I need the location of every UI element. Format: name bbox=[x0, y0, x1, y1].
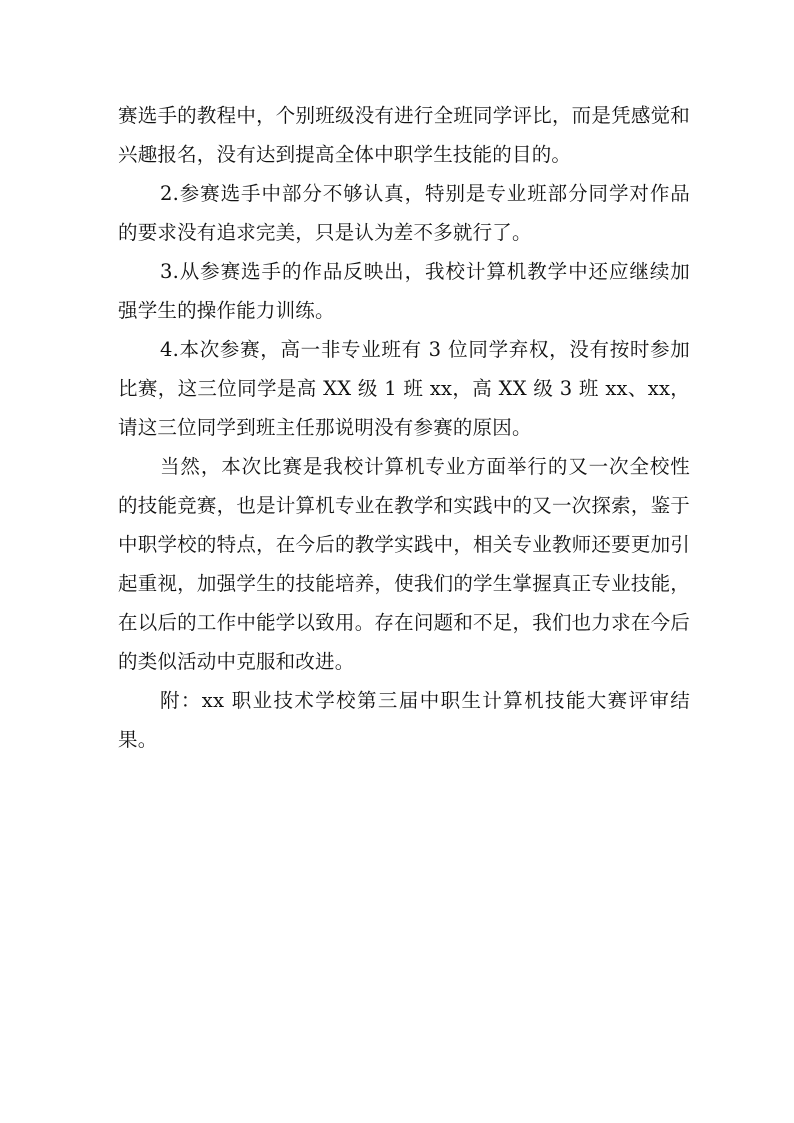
paragraph-conclusion: 当然，本次比赛是我校计算机专业方面举行的又一次全校性的技能竞赛，也是计算机专业在教学和实践中的又一次探索，鉴于中职学校的特点，在今后的教学实践中，相关专业教师还要更加引起重视，加强学生的技能培养，使我们的学生掌握真正专业技能，在以后的工作中能学以致用。存在问题和不足，我们也力求在今后的类似活动中克服和改进。 bbox=[118, 455, 690, 673]
paragraph-continuation: 赛选手的教程中，个别班级没有进行全班同学评比，而是凭感觉和兴趣报名，没有达到提高全体中职学生技能的目的。 bbox=[118, 104, 690, 166]
paragraph-item-2: 2.参赛选手中部分不够认真，特别是专业班部分同学对作品的要求没有追求完美，只是认为差不多就行了。 bbox=[118, 182, 690, 244]
paragraph-appendix-note: 附：xx 职业技术学校第三届中职生计算机技能大赛评审结果。 bbox=[118, 689, 690, 751]
paragraph-item-3: 3.从参赛选手的作品反映出，我校计算机教学中还应继续加强学生的操作能力训练。 bbox=[118, 260, 690, 322]
paragraph-item-4: 4.本次参赛，高一非专业班有 3 位同学弃权，没有按时参加比赛，这三位同学是高 XX 级 1 班 xx，高 XX 级 3 班 xx、xx，请这三位同学到班主任那说明没有参赛的原因。 bbox=[118, 338, 690, 439]
document-body bbox=[118, 96, 690, 759]
